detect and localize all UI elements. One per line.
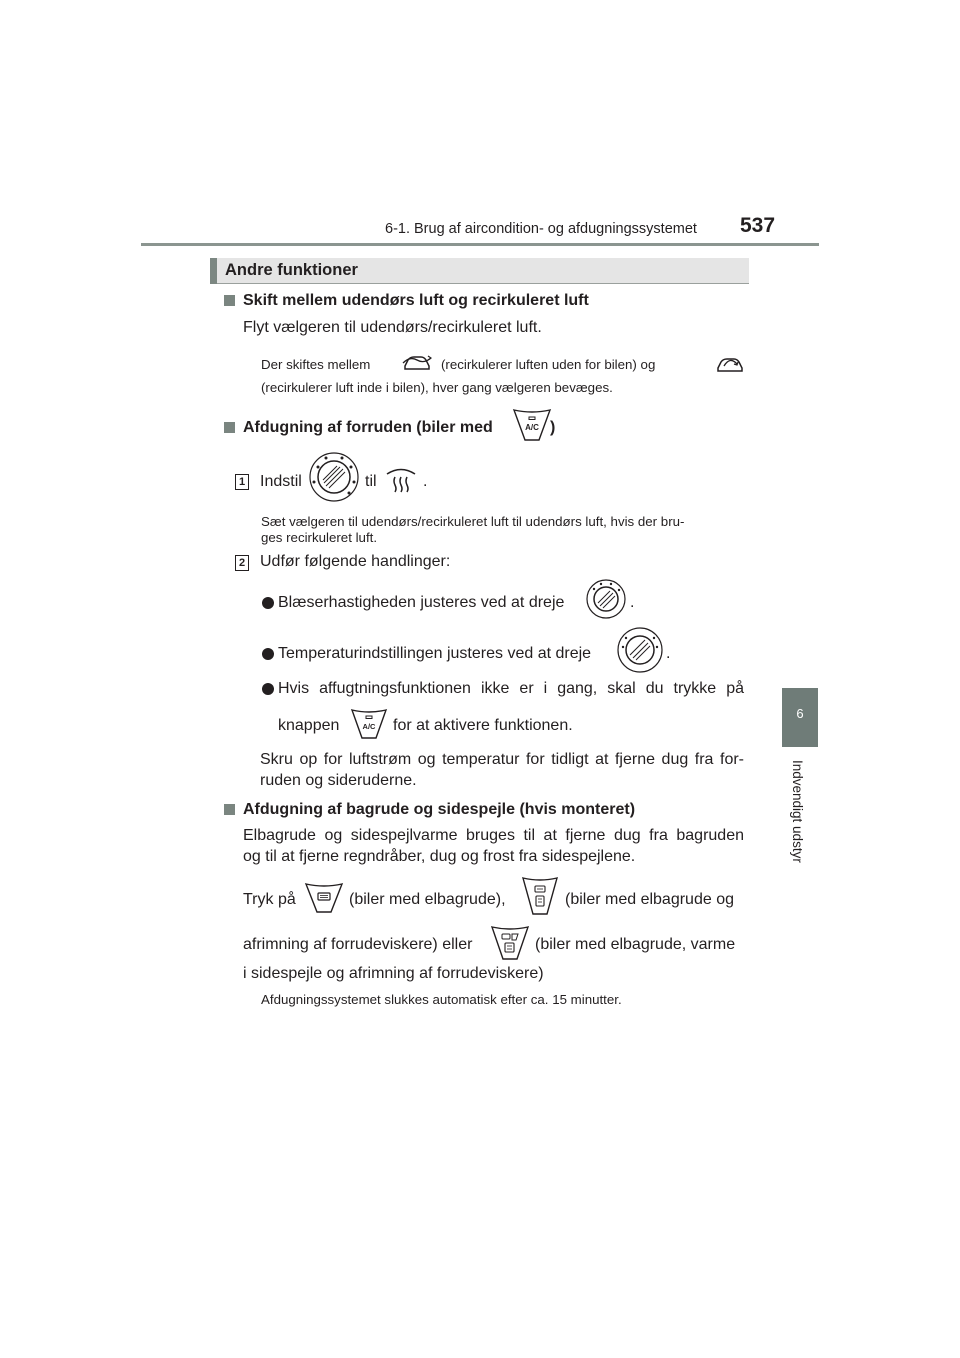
bullet: [262, 648, 274, 660]
car-outside-air-icon: [402, 352, 432, 374]
recirc-note-part3: (recirkulerer luft inde i bilen), hver gang vælgeren bevæges.: [261, 380, 613, 395]
heading-marker: [224, 804, 235, 815]
fan-dial-icon: [586, 579, 626, 619]
rear-defog-button-icon: [304, 882, 344, 914]
rear-note: Afdugningssystemet slukkes automatisk efter ca. 15 minutter.: [261, 992, 622, 1007]
ac-button-label: A/C: [525, 423, 539, 432]
bullet3-line1: Hvis affugtningsfunktionen ikke er i gang, skal du trykke på: [278, 680, 744, 697]
ac-button-icon: [512, 408, 552, 442]
rear-line4-part2: (biler med elbagrude, varme: [535, 936, 736, 953]
step-number: 1: [235, 474, 249, 490]
header-rule: [141, 243, 819, 246]
rear-line1: Elbagrude og sidespejlvarme bruges til at fjerne dug fra bagruden: [243, 827, 744, 844]
temperature-dial-icon: [617, 627, 663, 673]
heading-marker: [224, 422, 235, 433]
recirc-note-part1: Der skiftes mellem: [261, 357, 371, 372]
windshield-defog-icon: [384, 464, 418, 494]
rear-line2: og til at fjerne regndråber, dug og frost fra sidespejlene.: [243, 848, 636, 865]
recirc-heading: Skift mellem udendørs luft og recirkuleret luft: [243, 292, 589, 309]
rear-line3-part3: (biler med elbagrude og: [565, 891, 734, 908]
step1-text-part1: Indstil: [260, 473, 302, 490]
mode-dial-icon: [309, 452, 359, 502]
step1-text-part2: til: [365, 473, 377, 490]
bullet3-line2-part2: for at aktivere funktionen.: [393, 717, 573, 734]
rear-defog-wiper-button-icon: [521, 876, 559, 916]
rear-line4-part1: afrimning af forrudeviskere) eller: [243, 936, 473, 953]
step1-text-part3: .: [423, 473, 428, 490]
bullet3-line2-part1: knappen: [278, 717, 340, 734]
rear-defog-mirror-button-icon: [490, 925, 530, 961]
bullet: [262, 597, 274, 609]
section-title: Andre funktioner: [225, 261, 358, 279]
windshield-heading-part2: ): [550, 419, 556, 436]
step2-text: Udfør følgende handlinger:: [260, 553, 451, 570]
ac-button-label: A/C: [362, 722, 376, 731]
rear-line3-part2: (biler med elbagrude),: [349, 891, 506, 908]
chapter-title: 6-1. Brug af aircondition- og afdugningssystemet: [385, 221, 697, 237]
rear-line5: i sidespejle og afrimning af forrudeviskere): [243, 965, 544, 982]
heading-marker: [224, 295, 235, 306]
chapter-tab-label: Indvendigt udstyr: [790, 760, 805, 863]
tip-line2: ruden og sideruderne.: [260, 772, 417, 789]
recirc-text: Flyt vælgeren til udendørs/recirkuleret luft.: [243, 319, 542, 336]
bullet: [262, 683, 274, 695]
ac-button-icon: [350, 708, 388, 740]
car-recirculate-icon: [715, 352, 745, 374]
bullet2-text-part2: .: [666, 645, 671, 662]
bullet2-text-part1: Temperaturindstillingen justeres ved at dreje: [278, 645, 592, 662]
step-number: 2: [235, 555, 249, 571]
page-number: 537: [740, 214, 776, 237]
recirc-note-part2: (recirkulerer luften uden for bilen) og: [441, 357, 656, 372]
step1-note-line2: ges recirkuleret luft.: [261, 530, 378, 545]
chapter-tab-number: 6: [796, 706, 804, 721]
tip-line1: Skru op for luftstrøm og temperatur for tidligt at fjerne dug fra for-: [260, 751, 744, 768]
step1-note-line1: Sæt vælgeren til udendørs/recirkuleret luft til udendørs luft, hvis der bru-: [261, 514, 685, 529]
rear-heading: Afdugning af bagrude og sidespejle (hvis monteret): [243, 801, 636, 818]
rear-line3-part1: Tryk på: [243, 891, 296, 908]
section-header: [210, 258, 749, 284]
bullet1-text-part1: Blæserhastigheden justeres ved at dreje: [278, 594, 565, 611]
windshield-heading-part1: Afdugning af forruden (biler med: [243, 419, 493, 436]
bullet1-text-part2: .: [630, 594, 635, 611]
